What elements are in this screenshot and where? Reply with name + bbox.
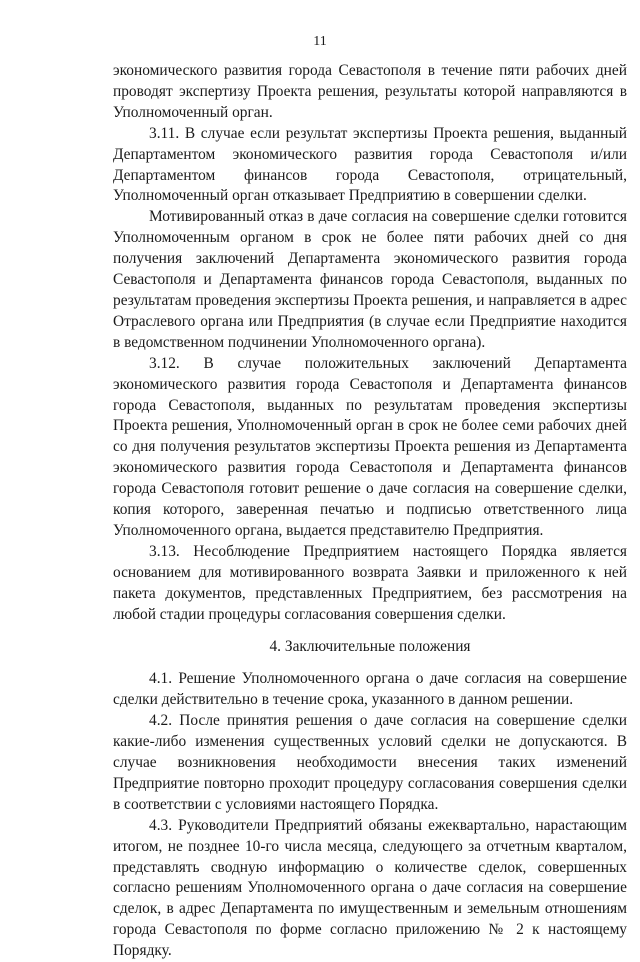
paragraph-3-13: 3.13. Несоблюдение Предприятием настоящего Порядка является основанием для мотивированного возврата Заявки и приложенного к ней пакета документов, представленных Предприятием, без рассмотрения на любой стадии процедуры согласования совершения сделки. xyxy=(113,542,627,623)
paragraph-4-2: 4.2. После принятия решения о даче согласия на совершение сделки какие-либо изменения существенных условий сделки не допускаются. В случае возникновения необходимости внесения таких изменений Предприятие повторно проходит процедуру согласования совершения сделки в соответствии с условиями настоящего Порядка. xyxy=(113,712,627,813)
section-heading: 4. Заключительные положения xyxy=(269,638,471,656)
page-number: 11 xyxy=(313,34,327,49)
paragraph-4-3: 4.3. Руководители Предприятий обязаны ежеквартально, нарастающим итогом, не позднее 10-го числа месяца, следующего за отчетным кварталом, представлять сводную информацию о количестве сделок, совершенных согласно решениям Уполномоченного органа о даче согласия на совершение сделок, в адрес Департамента по имущественным и земельным отношениям города Севастополя по форме согласно приложению № 2 к настоящему Порядку. xyxy=(113,816,627,960)
paragraph-3-11: 3.11. В случае если результат экспертизы Проекта решения, выданный Департаментом экономического развития города Севастополя и/или Департаментом финансов города Севастополя, отрицательный, Уполномоченный орган отказывает Предприятию в совершении сделки. xyxy=(113,124,627,205)
document-body xyxy=(113,61,627,962)
paragraph-3-12: 3.12. В случае положительных заключений Департамента экономического развития города Севастополя и Департамента финансов города Севастополя, выданных по результатам проведения экспертизы Проекта решения, Уполномоченный орган в срок не более семи рабочих дней со дня получения результатов экспертизы Проекта решения из Департамента экономического развития города Севастополя и Департамента финансов города Севастополя готовит решение о даче согласия на совершение сделки, копия которого, заверенная печатью и подписью ответственного лица Уполномоченного органа, выдается представителю Предприятия. xyxy=(113,354,627,539)
paragraph: экономического развития города Севастополя в течение пяти рабочих дней проводят экспертизу Проекта решения, результаты которой направляются в Уполномоченный орган. xyxy=(113,62,627,121)
paragraph-motivated-refusal: Мотивированный отказ в даче согласия на совершение сделки готовится Уполномоченным органом в срок не более пяти рабочих дней со дня получения заключений Департамента экономического развития города Севастополя и Департамента финансов города Севастополя, выданных по результатам проведения экспертизы Проекта решения, и направляется в адрес Отраслевого органа или Предприятия (в случае если Предприятие находится в ведомственном подчинении Уполномоченного органа). xyxy=(113,208,627,351)
paragraph-4-1: 4.1. Решение Уполномоченного органа о даче согласия на совершение сделки действительно в течение срока, указанного в данном решении. xyxy=(113,670,627,709)
